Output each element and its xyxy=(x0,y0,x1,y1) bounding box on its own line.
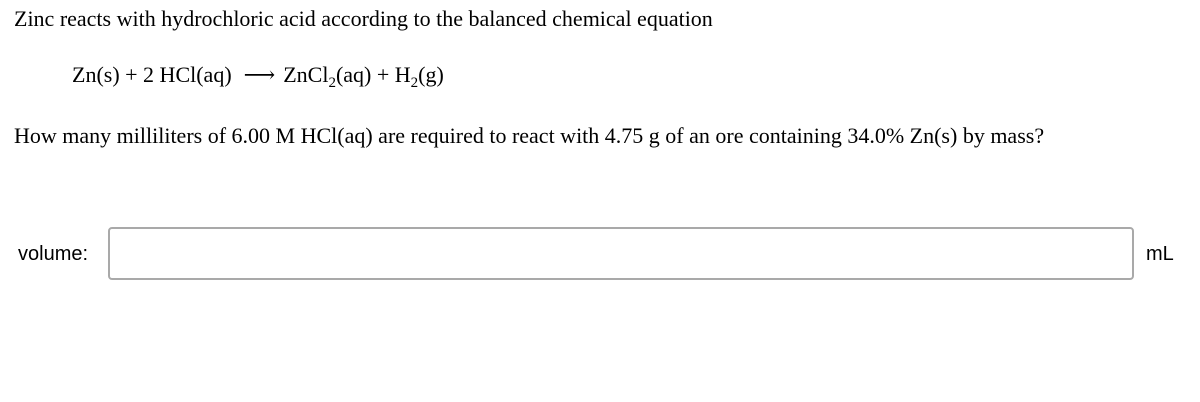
reaction-arrow: ⟶ xyxy=(243,62,276,87)
volume-input[interactable] xyxy=(108,227,1134,280)
equation-reactants: Zn(s) + 2 HCl(aq) xyxy=(72,62,232,87)
problem-question: How many milliliters of 6.00 M HCl(aq) are required to react with 4.75 g of an ore containing 34.0% Zn(s) by mass? xyxy=(14,123,1045,148)
problem-intro: Zinc reacts with hydrochloric acid according to the balanced chemical equation xyxy=(14,6,713,31)
chemical-equation xyxy=(72,60,444,90)
equation-product-zncl: ZnCl xyxy=(283,62,329,87)
equation-subscript-cl: 2 xyxy=(328,75,336,91)
volume-unit-label: mL xyxy=(1146,243,1174,265)
equation-subscript-h: 2 xyxy=(410,75,419,91)
equation-product-state-g: (g) xyxy=(418,62,444,87)
equation-product-state-aq: (aq) + H xyxy=(335,62,411,87)
volume-label: volume: xyxy=(18,243,89,265)
